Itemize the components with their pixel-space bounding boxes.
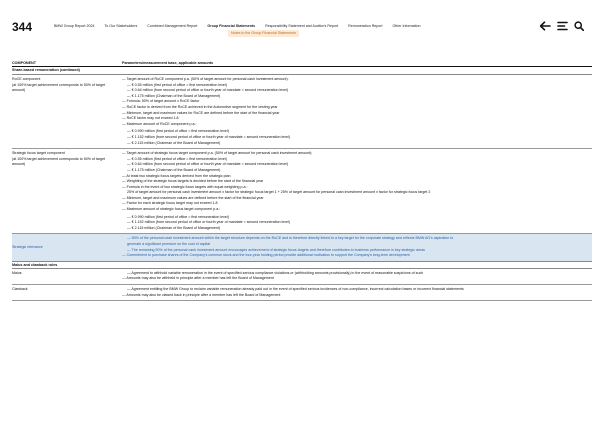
bullet-line: — Target amount of strategic focus target component p.a. (50% of target amount for personal cash investment amount): xyxy=(122,151,313,156)
table-row-roce xyxy=(12,75,592,149)
bullet-line: — € 2.115 million (Chairman of the Board of Management) xyxy=(127,225,221,230)
bullet-line: — Commitment to purchase shares of the Company's common stock and the four-year holding period provide additional motivation to support the Company's long-term development xyxy=(122,253,410,258)
row-content-clawback xyxy=(122,287,592,298)
bullet-line: — Amounts may also be clawed back in principle after a member has left the Board of Management xyxy=(122,292,281,297)
table-header-row xyxy=(12,60,592,67)
bullet-line: — € 0.55 million (first period of office = first remuneration level) xyxy=(127,82,227,87)
bullet-line: — € 0.55 million (first period of office = first remuneration level) xyxy=(127,156,227,161)
bullet-line: — RoCE factor may not exceed 1.8 xyxy=(122,116,179,121)
nav-link-bmw-group-report[interactable]: BMW Group Report 2024 xyxy=(54,24,95,28)
row-label-roce xyxy=(12,77,116,94)
table-row-malus xyxy=(12,269,592,285)
row-label-malus xyxy=(12,271,116,277)
bullet-line: — At least two strategic focus targets derived from the strategic plan xyxy=(122,173,231,178)
bullet-line: — Weighting of the strategic focus targets is decided before the start of the financial year xyxy=(122,179,264,184)
nav-link-group-financial-statements[interactable]: Group Financial Statements xyxy=(207,24,256,28)
bullet-line: — Amounts may also be withheld in principle after a member has left the Board of Management xyxy=(122,276,274,281)
bullet-line: — € 2.115 million (Chairman of the Board of Management) xyxy=(127,140,221,145)
subnav-notes-link[interactable]: Notes to the Group Financial Statements xyxy=(228,30,299,37)
column-header-parameters: Parameters/measurement base, applicable amounts xyxy=(122,61,213,65)
bullet-line: — The remaining 50% of the personal cash investment amount encourages achievement of strategic focus targets and therefore contributes to business performance in key strategic areas xyxy=(127,247,425,252)
bullet-line: — Formula in the event of two strategic focus targets with equal weighting p.a.: xyxy=(122,184,248,189)
search-icon[interactable] xyxy=(574,21,584,31)
component-title: Strategic relevance xyxy=(12,245,43,250)
bullet-line: — RoCE factor is derived from the RoCE achieved in the Automotive segment for the vesting year xyxy=(122,104,278,109)
bullet-line: — € 0.64 million (from second period of office or fourth year of mandate = second remuneration level) xyxy=(127,162,289,167)
bullet-line: — € 0.990 million (first period of office = first remuneration level) xyxy=(127,214,229,219)
bullet-line: 25% of target amount for personal cash investment amount x factor for strategic focus target 1 + 25% of target amount for personal cash investment amount x factor for strategic focus target 2 xyxy=(127,190,431,195)
remuneration-components-table xyxy=(12,60,592,301)
row-label-clawback xyxy=(12,287,116,293)
component-description: (at 100% target achievement corresponds to 50% of target amount) xyxy=(12,82,106,93)
row-content-strategic-focus xyxy=(122,151,592,231)
section-header-malus-clawback: Malus and clawback rules xyxy=(12,261,592,269)
bullet-line: — Agreement to withhold variable remuneration in the event of specified serious compliance violations or (withholding amounts provisionally) in the event of reasonable suspicions of such xyxy=(127,270,424,275)
nav-link-responsibility-statement[interactable]: Responsibility Statement and Auditor's Report xyxy=(265,24,339,28)
bullet-line: — Formula: 50% of target amount x RoCE factor xyxy=(122,99,200,104)
component-title: Clawback xyxy=(12,287,28,291)
bullet-line: — Maximum amount of strategic focus target component p.a.: xyxy=(122,207,221,212)
row-label-strategic-focus xyxy=(12,151,116,168)
nav-link-to-our-stakeholders[interactable]: To Our Stakeholders xyxy=(104,24,138,28)
row-content-roce xyxy=(122,77,592,146)
page-number: 344 xyxy=(12,20,33,34)
bullet-line: — € 1.152 million (from second period of office or fourth year of mandate = second remuneration level) xyxy=(127,220,291,225)
table-row-strategic-focus xyxy=(12,149,592,234)
back-arrow-icon[interactable] xyxy=(539,21,551,31)
nav-icon-group xyxy=(539,21,584,31)
bullet-line: — 50% of the personal cash investment amount within the target structure depends on the RoCE and is therefore directly linked to a key target for the corporate strategy and reflects BMW AG's aspiration to xyxy=(127,236,454,241)
bullet-line: — € 1.175 million (Chairman of the Board of Management) xyxy=(127,93,221,98)
component-title: Malus xyxy=(12,270,22,275)
nav-link-combined-management-report[interactable]: Combined Management Report xyxy=(147,24,198,28)
bullet-line: — Maximum amount of RoCE component p.a.: xyxy=(122,121,197,126)
row-content-strategic-relevance xyxy=(122,236,592,258)
table-row-strategic-relevance xyxy=(12,234,592,260)
top-navigation-bar xyxy=(0,0,600,44)
bullet-line: — € 1.152 million (from second period of office or fourth year of mandate = second remuneration level) xyxy=(127,134,291,139)
bullet-line: — € 0.990 million (first period of office = first remuneration level) xyxy=(127,129,229,134)
bullet-line: — Factor for each strategic focus target may not exceed 1.8 xyxy=(122,201,218,206)
bullet-line: generate a significant premium on the cost of capital xyxy=(127,242,211,247)
bullet-line: — € 1.175 million (Chairman of the Board of Management) xyxy=(127,167,221,172)
bullet-line: — € 0.64 million (from second period of office or fourth year of mandate = second remuneration level) xyxy=(127,88,289,93)
nav-link-other-information[interactable]: Other Information xyxy=(392,24,421,28)
row-label-strategic-relevance xyxy=(12,245,116,251)
bullet-line: — Minimum, target and maximum values for RoCE are defined before the start of the financial year xyxy=(122,110,280,115)
column-header-component: COMPONENT xyxy=(12,61,36,65)
nav-link-remuneration-report[interactable]: Remuneration Report xyxy=(348,24,383,28)
section-header-share-based: Share-based remuneration (continued) xyxy=(12,67,592,75)
bullet-line: — Minimum, target and maximum values are defined before the start of the financial year xyxy=(122,195,264,200)
component-description: (at 100% target achievement corresponds to 50% of target amount) xyxy=(12,156,106,167)
component-title: RoCE component xyxy=(12,77,41,81)
component-title: Strategic focus target component xyxy=(12,151,65,156)
contents-menu-icon[interactable] xyxy=(557,21,568,31)
bullet-line: — Target amount of RoCE component p.a. (50% of target amount for personal cash investment amount): xyxy=(122,77,289,81)
report-section-nav xyxy=(54,24,429,28)
bullet-line: — Agreement entitling the BMW Group to reclaim variable remuneration already paid out in the event of specified serious incidences of non-compliance, incorrect calculation bases or incorrect financial statements xyxy=(127,287,464,291)
row-content-malus xyxy=(122,271,592,282)
table-row-clawback xyxy=(12,285,592,301)
